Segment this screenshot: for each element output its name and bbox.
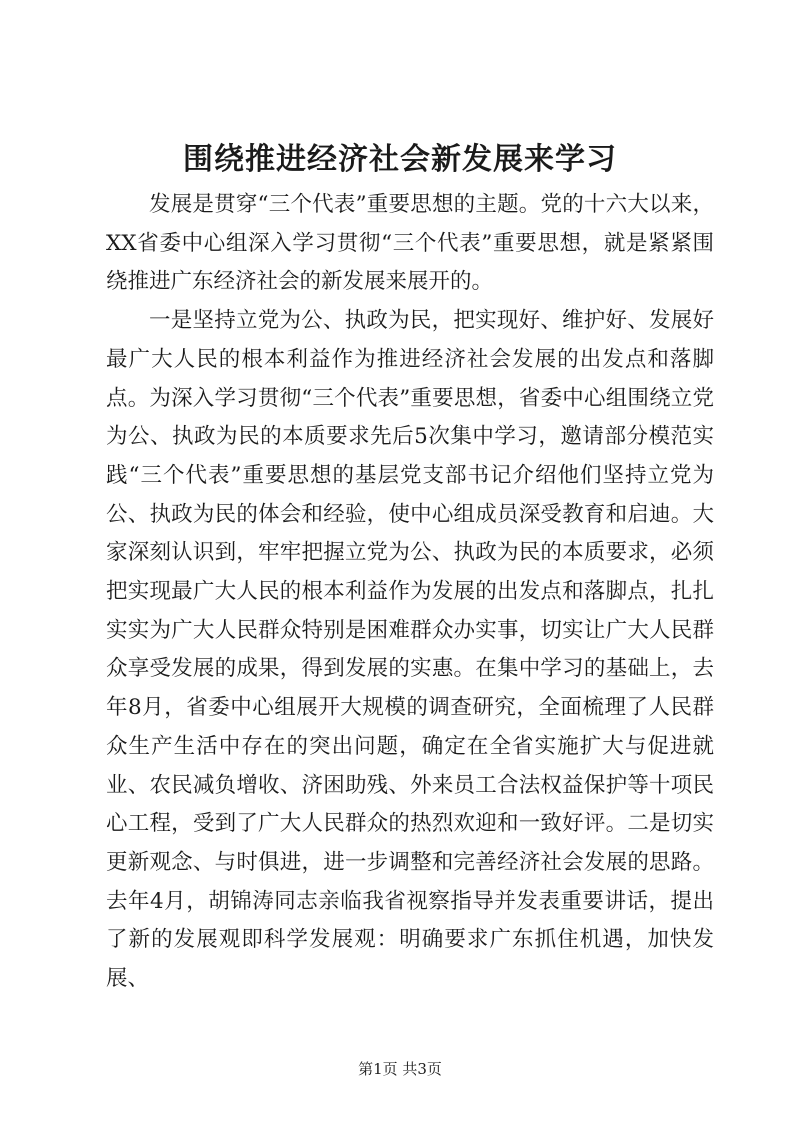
paragraph-intro: 发展是贯穿“三个代表”重要思想的主题。党的十六大以来，XX省委中心组深入学习贯彻“三个代表”重要思想，就是紧紧围绕推进广东经济社会的新发展来展开的。 [106,192,714,295]
paragraph-main: 一是坚持立党为公、执政为民，把实现好、维护好、发展好最广大人民的根本利益作为推进经济社会发展的出发点和落脚点。为深入学习贯彻“三个代表”重要思想，省委中心组围绕立党为公、执政为民的本质要求先后5次集中学习，邀请部分模范实践“三个代表”重要思想的基层党支部书记介绍他们坚持立党为公、执政为民的体会和经验，使中心组成员深受教育和启迪。大家深刻认识到，牢牢把握立党为公、执政为民的本质要求，必须把实现最广大人民的根本利益作为发展的出发点和落脚点，扎扎实实为广大人民群众特别是困难群众办实事，切实让广大人民群众享受发展的成果，得到发展的实惠。在集中学习的基础上，去年8月，省委中心组展开大规模的调查研究，全面梳理了人民群众生产生活中存在的突出问题，确定在全省实施扩大与促进就业、农民减负增收、济困助残、外来员工合法权益保护等十项民心工程，受到了广大人民群众的热烈欢迎和一致好评。二是切实更新观念、与时俱进，进一步调整和完善经济社会发展的思路。去年4月，胡锦涛同志亲临我省视察指导并发表重要讲话，提出了新的发展观即科学发展观：明确要求广东抓住机遇，加快发展、 [106,308,714,992]
document-body [106,186,714,999]
page-footer: 第1页 共3页 [358,1060,442,1078]
document-title: 围绕推进经济社会新发展来学习 [183,142,617,177]
